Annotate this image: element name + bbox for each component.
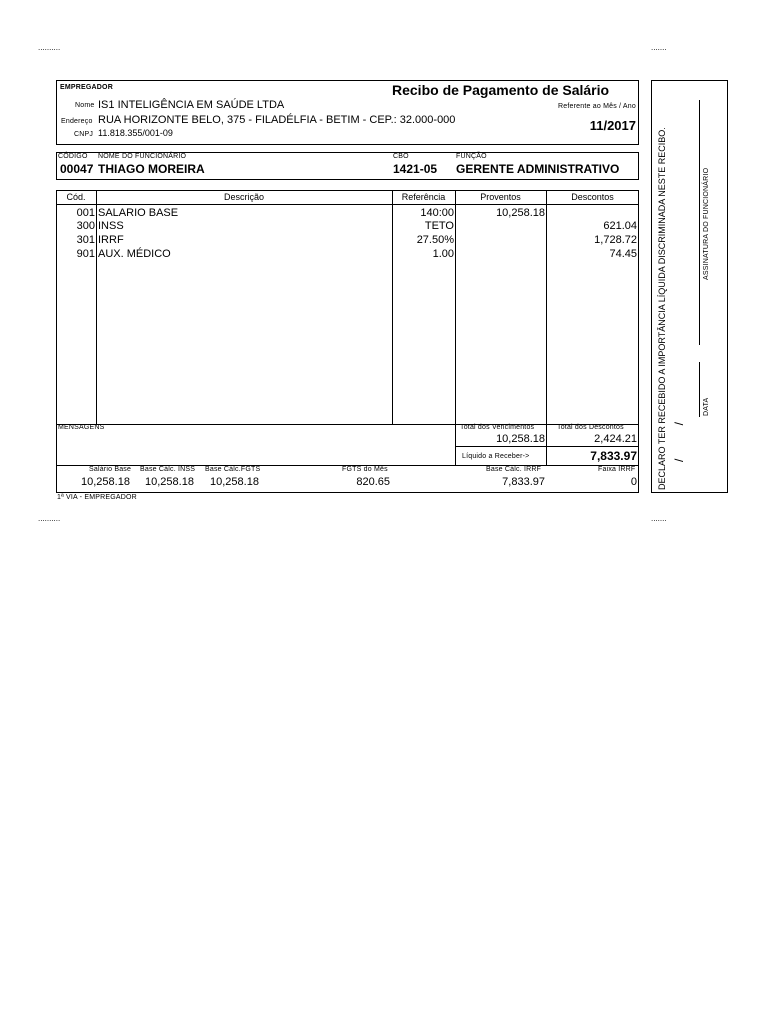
date-label: DATA	[703, 397, 710, 416]
cnpj-label: CNPJ	[74, 131, 94, 138]
irrf-base-value: 7,833.97	[502, 476, 545, 488]
total-deductions-label: Total dos Descontos	[557, 424, 624, 431]
employer-cnpj: 11.818.355/001-09	[98, 128, 173, 138]
fgts-month-label: FGTS do Mês	[342, 466, 388, 473]
row-description: SALARIO BASE	[98, 207, 179, 219]
receipt-title: Recibo de Pagamento de Salário	[392, 82, 610, 98]
code-label: CÓDIGO	[58, 153, 88, 160]
corner-mark: .......	[651, 514, 667, 523]
irrf-band-value: 0	[630, 476, 637, 488]
fgts-base-value: 10,258.18	[210, 476, 259, 488]
fgts-month-value: 820.65	[356, 476, 390, 488]
row-deductions: 74.45	[609, 248, 637, 260]
totals-divider	[455, 446, 639, 447]
address-label: Endereço	[61, 118, 93, 125]
row-reference: TETO	[424, 220, 454, 232]
role-label: FUNÇÃO	[456, 153, 487, 160]
corner-mark: ..........	[38, 514, 61, 523]
employer-address: RUA HORIZONTE BELO, 375 - FILADÉLFIA - BETIM - CEP.: 32.000-000	[98, 114, 456, 126]
row-description: IRRF	[98, 234, 124, 246]
declaration-text: DECLARO TER RECEBIDO A IMPORTÂNCIA LÍQUIDA DISCRIMINADA NESTE RECIBO.	[657, 127, 667, 490]
row-description: AUX. MÉDICO	[98, 248, 171, 260]
date-line	[699, 362, 700, 417]
row-description: INSS	[98, 220, 124, 232]
total-earnings-label: Total dos Vencimentos	[460, 424, 535, 431]
signature-label: ASSINATURA DO FUNCIONÁRIO	[703, 167, 710, 280]
row-reference: 1.00	[432, 248, 454, 260]
messages-label: MENSAGENS	[58, 424, 105, 431]
row-earnings: 10,258.18	[496, 207, 545, 219]
corner-mark: ..........	[38, 43, 61, 52]
period-label: Referente ao Mês / Ano	[558, 103, 636, 110]
date-slashes: / /	[672, 421, 686, 462]
total-deductions: 2,424.21	[594, 433, 637, 445]
row-code: 001	[76, 207, 95, 219]
salary-base-label: Salário Base	[89, 466, 132, 473]
cbo-value: 1421-05	[393, 162, 438, 176]
copy-label: 1ª VIA - EMPREGADOR	[57, 494, 137, 501]
col-divider	[96, 190, 97, 424]
header-code: Cód.	[66, 192, 86, 202]
totals-divider	[56, 424, 639, 425]
fgts-base-label: Base Cálc.FGTS	[205, 466, 261, 473]
row-deductions: 1,728.72	[594, 234, 637, 246]
row-deductions: 621.04	[603, 220, 637, 232]
row-reference: 27.50%	[416, 234, 454, 246]
header-earnings: Proventos	[480, 192, 521, 202]
period-value: 11/2017	[589, 118, 636, 133]
inss-base-value: 10,258.18	[145, 476, 194, 488]
employee-code: 00047	[60, 162, 94, 176]
row-code: 901	[76, 248, 95, 260]
irrf-band-label: Faixa IRRF	[598, 466, 636, 473]
row-code: 301	[76, 234, 95, 246]
total-earnings: 10,258.18	[496, 433, 545, 445]
name-label: Nome	[75, 102, 95, 109]
employer-name: IS1 INTELIGÊNCIA EM SAÚDE LTDA	[98, 99, 285, 111]
signature-line	[699, 100, 700, 345]
table-header-divider	[56, 204, 639, 205]
header-deductions: Descontos	[571, 192, 614, 202]
corner-mark: .......	[651, 43, 667, 52]
employer-caption: EMPREGADOR	[60, 84, 113, 91]
employee-role: GERENTE ADMINISTRATIVO	[456, 162, 620, 176]
employee-name-label: NOME DO FUNCIONÁRIO	[98, 153, 187, 160]
header-reference: Referência	[401, 192, 446, 202]
row-reference: 140:00	[420, 207, 454, 219]
net-label: Líquido a Receber->	[462, 453, 530, 460]
employee-name: THIAGO MOREIRA	[98, 162, 205, 176]
net-value: 7,833.97	[590, 449, 637, 463]
cbo-label: CBO	[393, 153, 409, 160]
irrf-base-label: Base Cálc. IRRF	[486, 466, 542, 473]
salary-base-value: 10,258.18	[81, 476, 130, 488]
inss-base-label: Base Cálc. INSS	[140, 466, 196, 473]
header-description: Descrição	[223, 192, 264, 202]
row-code: 300	[76, 220, 95, 232]
